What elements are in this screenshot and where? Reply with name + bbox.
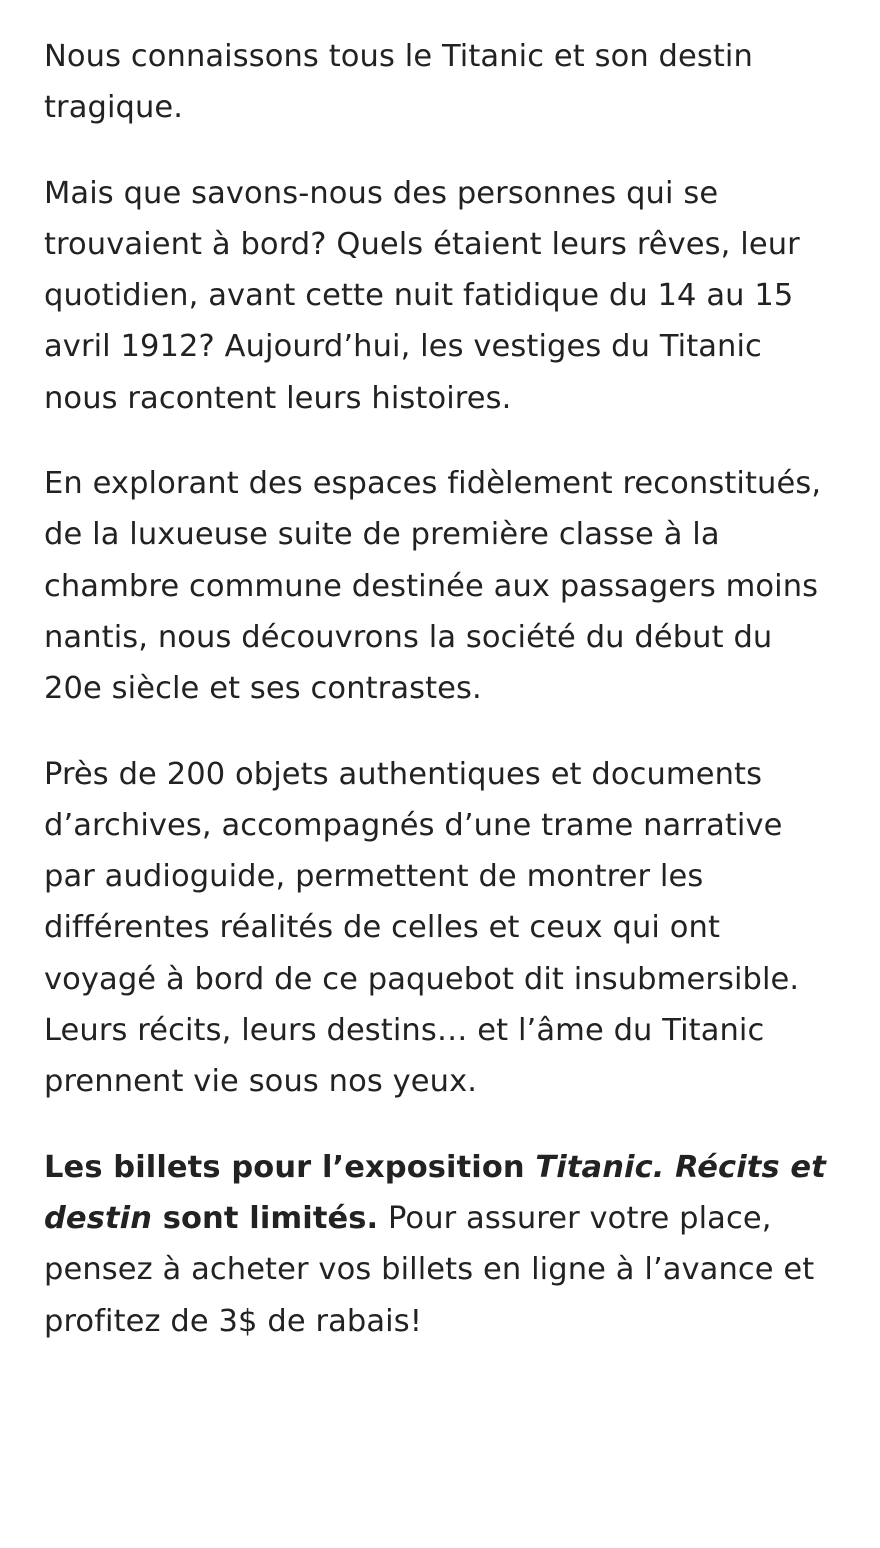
tickets-limited-text: sont limités. xyxy=(162,1200,379,1236)
exhibition-title: Titanic. Récits et destin xyxy=(44,1149,826,1236)
tickets-paragraph xyxy=(44,1142,836,1347)
tickets-lead-text: Les billets pour l’exposition xyxy=(44,1149,525,1185)
artifacts-paragraph: Près de 200 objets authentiques et documents d’archives, accompagnés d’une trame narrative par audioguide, permettent de montrer les différentes réalités de celles et ceux qui ont voyagé à bord de ce paquebot dit insubmersible. Leurs récits, leurs destins… et l’âme du Titanic prennent vie sous nos yeux. xyxy=(44,756,800,1100)
tickets-advice-text: Pour assurer votre place, pensez à acheter vos billets en ligne à l’avance et profitez de 3$ de rabais! xyxy=(44,1200,815,1339)
intro-paragraph: Nous connaissons tous le Titanic et son destin tragique. xyxy=(44,39,753,126)
spaces-paragraph: En explorant des espaces fidèlement reconstitués, de la luxueuse suite de première classe à la chambre commune destinée aux passagers moins nantis, nous découvrons la société du début du 20e siècle et ses contrastes. xyxy=(44,466,822,707)
passengers-paragraph: Mais que savons-nous des personnes qui se trouvaient à bord? Quels étaient leurs rêves, leur quotidien, avant cette nuit fatidique du 14 au 15 avril 1912? Aujourd’hui, les vestiges du Titanic nous racontent leurs histoires. xyxy=(44,175,800,416)
